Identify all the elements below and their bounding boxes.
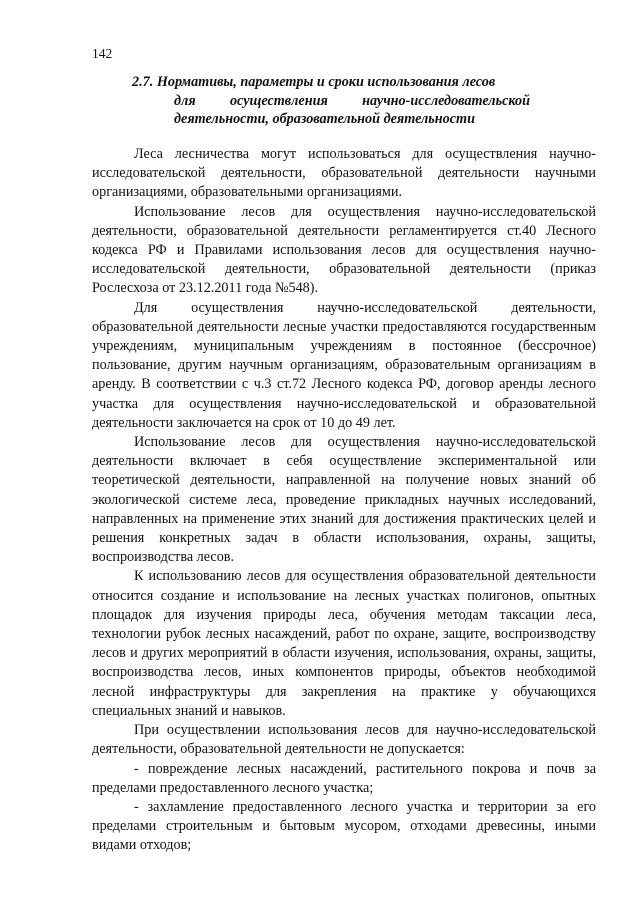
paragraph: Леса лесничества могут использоваться для осуществления научно-исследовательской деятельности, образовательной деятельности научными организациями, образовательными организациями. <box>92 146 596 201</box>
page-number: 142 <box>92 46 113 61</box>
paragraph: К использованию лесов для осуществления образовательной деятельности относится создание и использование на лесных участках полигонов, опытных площадок для изучения природы леса, обучения методам таксации леса, технологии рубок лесных насаждений, работ по охране, защите, воспроизводству лесов и других мероприятий в области изучения, использования, охраны, защиты, воспроизводства лесов, иных компонентов природы, объектов необходимой лесной инфраструктуры для закрепления на практике у обучающихся специальных знаний и навыков. <box>92 568 596 719</box>
section-heading <box>132 73 530 129</box>
paragraph: Использование лесов для осуществления научно-исследовательской деятельности включает в себя осуществление экспериментальной или теоретической деятельности, направленной на получение новых знаний об экологической системе леса, проведение прикладных научных исследований, направленных на применение этих знаний для достижения практических целей и решения конкретных задач в области использования, охраны, защиты, воспроизводства лесов. <box>92 434 596 566</box>
heading-line-1: 2.7. Нормативы, параметры и сроки использования лесов <box>132 74 496 90</box>
body-text <box>92 145 596 856</box>
paragraph: Использование лесов для осуществления научно-исследовательской деятельности, образовательной деятельности регламентируется ст.40 Лесного кодекса РФ и Правилами использования лесов для осуществления научно-исследовательской деятельности, образовательной деятельности (приказ Рослесхоза от 23.12.2011 года №548). <box>92 203 596 297</box>
paragraph: Для осуществления научно-исследовательской деятельности, образовательной деятельности лесные участки предоставляются государственным учреждениям, муниципальным учреждениям в постоянное (бессрочное) пользование, другим научным организациям, образовательным организациям в аренду. В соответствии с ч.3 ст.72 Лесного кодекса РФ, договор аренды лесного участка для осуществления научно-исследовательской и образовательной деятельности заключается на срок от 10 до 49 лет. <box>92 299 596 431</box>
heading-line-3: деятельности, образовательной деятельности <box>174 111 475 127</box>
list-item: - захламление предоставленного лесного участка и территории за его пределами строительным и бытовым мусором, отходами древесины, иными видами отходов; <box>92 798 596 854</box>
heading-line-2: для осуществления научно-исследовательской <box>174 92 530 109</box>
paragraph: При осуществлении использования лесов для научно-исследовательской деятельности, образовательной деятельности не допускается: <box>92 722 596 758</box>
list-item: - повреждение лесных насаждений, растительного покрова и почв за пределами предоставленного лесного участка; <box>92 760 596 796</box>
